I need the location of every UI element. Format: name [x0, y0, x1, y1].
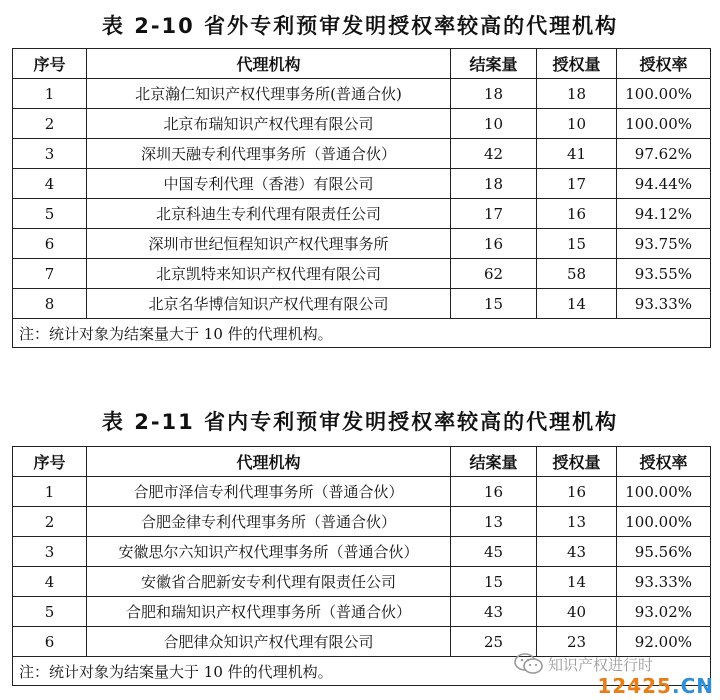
table-row [13, 229, 711, 259]
note-row [13, 319, 711, 348]
watermark-site-part1: 12425 [597, 674, 672, 698]
cell-no: 5 [13, 597, 87, 627]
cell-no: 8 [13, 289, 87, 319]
cell-agency: 深圳市世纪恒程知识产权代理事务所 [87, 229, 451, 259]
cell-agency: 合肥律众知识产权代理有限公司 [87, 627, 451, 657]
cell-no: 4 [13, 567, 87, 597]
cell-cases: 16 [451, 229, 537, 259]
cell-rate: 93.33% [617, 289, 711, 319]
header-agency: 代理机构 [87, 447, 451, 477]
cell-rate: 100.00% [617, 79, 711, 109]
cell-grants: 14 [537, 289, 617, 319]
table-row [13, 567, 711, 597]
cell-cases: 10 [451, 109, 537, 139]
cell-no: 3 [13, 139, 87, 169]
header-rate: 授权率 [617, 447, 711, 477]
cell-rate: 100.00% [617, 109, 711, 139]
header-agency: 代理机构 [87, 49, 451, 79]
cell-no: 4 [13, 169, 87, 199]
cell-agency: 北京名华博信知识产权代理有限公司 [87, 289, 451, 319]
cell-rate: 94.12% [617, 199, 711, 229]
cell-grants: 23 [537, 627, 617, 657]
cell-grants: 16 [537, 477, 617, 507]
cell-no: 7 [13, 259, 87, 289]
table-row [13, 169, 711, 199]
cell-grants: 16 [537, 199, 617, 229]
cell-cases: 15 [451, 567, 537, 597]
header-no: 序号 [13, 49, 87, 79]
table-row [13, 507, 711, 537]
cell-rate: 100.00% [617, 507, 711, 537]
header-rate: 授权率 [617, 49, 711, 79]
cell-agency: 安徽省合肥新安专利代理有限责任公司 [87, 567, 451, 597]
cell-no: 1 [13, 79, 87, 109]
table-row [13, 597, 711, 627]
header-cases: 结案量 [451, 49, 537, 79]
cell-rate: 93.02% [617, 597, 711, 627]
cell-agency: 合肥金律专利代理事务所（普通合伙） [87, 507, 451, 537]
table-row [13, 259, 711, 289]
table-row [13, 139, 711, 169]
cell-no: 2 [13, 109, 87, 139]
cell-grants: 15 [537, 229, 617, 259]
cell-cases: 62 [451, 259, 537, 289]
watermark-text: 知识产权进行时 [548, 656, 654, 674]
cell-rate: 93.55% [617, 259, 711, 289]
cell-cases: 13 [451, 507, 537, 537]
table-row [13, 79, 711, 109]
cell-agency: 北京科迪生专利代理有限责任公司 [87, 199, 451, 229]
table-2-11-title: 表 2-11 省内专利预审发明授权率较高的代理机构 [101, 410, 619, 434]
cell-grants: 58 [537, 259, 617, 289]
cell-no: 5 [13, 199, 87, 229]
cell-grants: 43 [537, 537, 617, 567]
watermark-site [597, 674, 714, 698]
cell-agency: 安徽思尔六知识产权代理事务所（普通合伙） [87, 537, 451, 567]
cell-rate: 93.75% [617, 229, 711, 259]
table-note: 注：统计对象为结案量大于 10 件的代理机构。 [13, 657, 711, 686]
watermark-site-part2: .CN [671, 674, 714, 698]
header-no: 序号 [13, 447, 87, 477]
cell-agency: 北京布瑞知识产权代理有限公司 [87, 109, 451, 139]
header-cases: 结案量 [451, 447, 537, 477]
cell-cases: 18 [451, 169, 537, 199]
cell-no: 6 [13, 627, 87, 657]
cell-cases: 45 [451, 537, 537, 567]
cell-cases: 25 [451, 627, 537, 657]
cell-grants: 40 [537, 597, 617, 627]
cell-rate: 97.62% [617, 139, 711, 169]
cell-grants: 14 [537, 567, 617, 597]
cell-agency: 北京凯特来知识产权代理有限公司 [87, 259, 451, 289]
table-row [13, 199, 711, 229]
cell-rate: 100.00% [617, 477, 711, 507]
header-row [13, 447, 711, 477]
cell-cases: 15 [451, 289, 537, 319]
cell-rate: 95.56% [617, 537, 711, 567]
cell-rate: 93.33% [617, 567, 711, 597]
header-grants: 授权量 [537, 49, 617, 79]
watermark [514, 652, 714, 698]
cell-no: 3 [13, 537, 87, 567]
cell-grants: 18 [537, 79, 617, 109]
cell-grants: 17 [537, 169, 617, 199]
cell-agency: 合肥市泽信专利代理事务所（普通合伙） [87, 477, 451, 507]
cell-no: 2 [13, 507, 87, 537]
cell-grants: 13 [537, 507, 617, 537]
cell-grants: 41 [537, 139, 617, 169]
table-2-11 [12, 446, 711, 686]
cell-no: 1 [13, 477, 87, 507]
cell-agency: 中国专利代理（香港）有限公司 [87, 169, 451, 199]
cell-agency: 北京瀚仁知识产权代理事务所(普通合伙) [87, 79, 451, 109]
table-2-10 [12, 48, 711, 348]
table-row [13, 477, 711, 507]
cell-cases: 16 [451, 477, 537, 507]
cell-no: 6 [13, 229, 87, 259]
cell-cases: 43 [451, 597, 537, 627]
table-2-10-title: 表 2-10 省外专利预审发明授权率较高的代理机构 [101, 14, 619, 38]
table-row [13, 537, 711, 567]
cell-rate: 92.00% [617, 627, 711, 657]
cell-rate: 94.44% [617, 169, 711, 199]
header-grants: 授权量 [537, 447, 617, 477]
cell-grants: 10 [537, 109, 617, 139]
table-row [13, 289, 711, 319]
cell-agency: 深圳天融专利代理事务所（普通合伙） [87, 139, 451, 169]
table-row [13, 109, 711, 139]
cell-cases: 17 [451, 199, 537, 229]
cell-agency: 合肥和瑞知识产权代理事务所（普通合伙） [87, 597, 451, 627]
cell-cases: 18 [451, 79, 537, 109]
cell-cases: 42 [451, 139, 537, 169]
header-row [13, 49, 711, 79]
table-note: 注：统计对象为结案量大于 10 件的代理机构。 [13, 319, 711, 348]
